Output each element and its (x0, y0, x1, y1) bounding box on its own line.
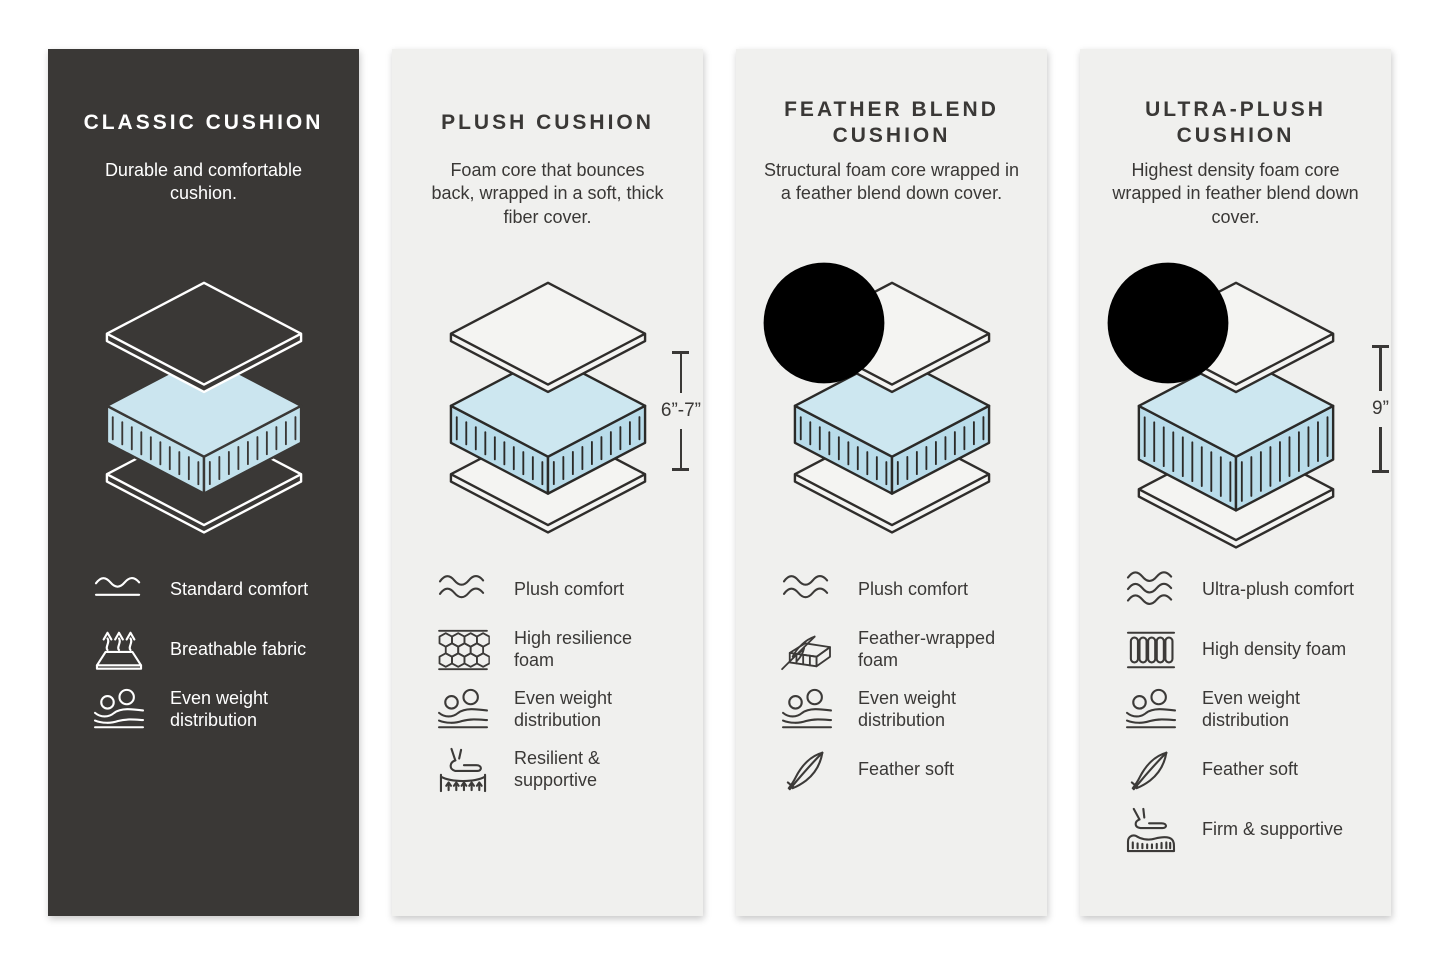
height-dimension-marker (661, 351, 701, 471)
feature-list (1080, 557, 1391, 853)
feature-row (434, 627, 703, 673)
feature-row (1122, 567, 1391, 613)
feather-icon (778, 747, 836, 793)
layered-cushion-graphic (435, 281, 661, 557)
feature-row (90, 627, 359, 673)
wave-single-icon (90, 567, 148, 613)
feature-row (1122, 627, 1391, 673)
feather-badge-icon (1104, 259, 1232, 387)
dimension-cap (1372, 470, 1389, 473)
feature-label: Feather soft (1202, 759, 1299, 780)
feature-row (90, 687, 359, 733)
feather-icon (1122, 747, 1180, 793)
weight-distribution-icon (778, 687, 836, 733)
feature-label: Feather-wrapped foam (858, 628, 996, 670)
wave-double-icon (778, 567, 836, 613)
feature-row (778, 567, 1047, 613)
feather-wrapped-foam-icon (778, 627, 836, 673)
layered-cushion-graphic (91, 281, 317, 557)
weight-distribution-icon (1122, 687, 1180, 733)
feature-row (434, 687, 703, 733)
breathable-icon (90, 627, 148, 673)
panel-description: Structural foam core wrapped in a feather blend down cover. (763, 160, 1020, 204)
cushion-layers-illustration (736, 267, 1047, 557)
feature-row (778, 687, 1047, 733)
height-dimension-marker (1372, 345, 1389, 473)
weight-distribution-icon (90, 687, 148, 733)
feature-label: Ultra-plush comfort (1202, 579, 1355, 600)
feature-row (90, 567, 359, 613)
feature-label: Even weight distribution (858, 688, 957, 730)
panel-plush-cushion (392, 49, 703, 916)
dimension-label: 9” (1372, 398, 1389, 419)
firm-supportive-icon (1122, 807, 1180, 853)
feature-label: Even weight distribution (514, 688, 613, 730)
feature-label: Plush comfort (514, 579, 625, 600)
panel-description: Durable and comfortable cushion. (104, 160, 303, 204)
density-foam-icon (1122, 627, 1180, 673)
feature-label: Resilient & supportive (514, 748, 601, 790)
feature-label: Firm & supportive (1202, 819, 1344, 840)
feature-label: High density foam (1202, 639, 1347, 660)
wave-double-icon (434, 567, 492, 613)
feature-label: Feather soft (858, 759, 955, 780)
feature-list (392, 557, 703, 793)
panel-title: PLUSH CUSHION (441, 110, 654, 134)
dimension-line (1379, 348, 1382, 391)
weight-distribution-icon (434, 687, 492, 733)
dimension-label: 6”-7” (660, 400, 701, 421)
dimension-line (680, 354, 683, 393)
panel-feather-blend-cushion (736, 49, 1047, 916)
wave-triple-icon (1122, 567, 1180, 613)
cushion-layers-illustration (392, 267, 703, 557)
feature-label: Even weight distribution (1202, 688, 1301, 730)
feature-list (48, 557, 359, 733)
feature-row (434, 747, 703, 793)
panel-description: Foam core that bounces back, wrapped in a soft, thick fiber cover. (431, 160, 664, 227)
cushion-layers-illustration (48, 267, 359, 557)
panel-description: Highest density foam core wrapped in feather blend down cover. (1112, 160, 1359, 227)
panel-ultra-plush-cushion (1080, 49, 1391, 916)
feature-row (778, 747, 1047, 793)
resilient-supportive-icon (434, 747, 492, 793)
feature-row (1122, 747, 1391, 793)
feature-row (434, 567, 703, 613)
feature-row (1122, 687, 1391, 733)
panel-classic-cushion (48, 49, 359, 916)
feature-row (778, 627, 1047, 673)
dimension-cap (672, 468, 689, 471)
dimension-line (1379, 427, 1382, 470)
dimension-line (680, 429, 683, 468)
feature-row (1122, 807, 1391, 853)
feature-label: Plush comfort (858, 579, 969, 600)
feature-list (736, 557, 1047, 793)
feature-label: High resilience foam (514, 628, 633, 670)
feature-label: Standard comfort (170, 579, 309, 600)
feather-badge-icon (760, 259, 888, 387)
panel-title: ULTRA-PLUSH CUSHION (1145, 97, 1326, 147)
honeycomb-foam-icon (434, 627, 492, 673)
feature-label: Even weight distribution (170, 688, 269, 730)
cushion-layers-illustration (1080, 267, 1391, 557)
panel-title: FEATHER BLEND CUSHION (784, 97, 999, 147)
feature-label: Breathable fabric (170, 639, 307, 660)
panel-title: CLASSIC CUSHION (83, 110, 324, 134)
